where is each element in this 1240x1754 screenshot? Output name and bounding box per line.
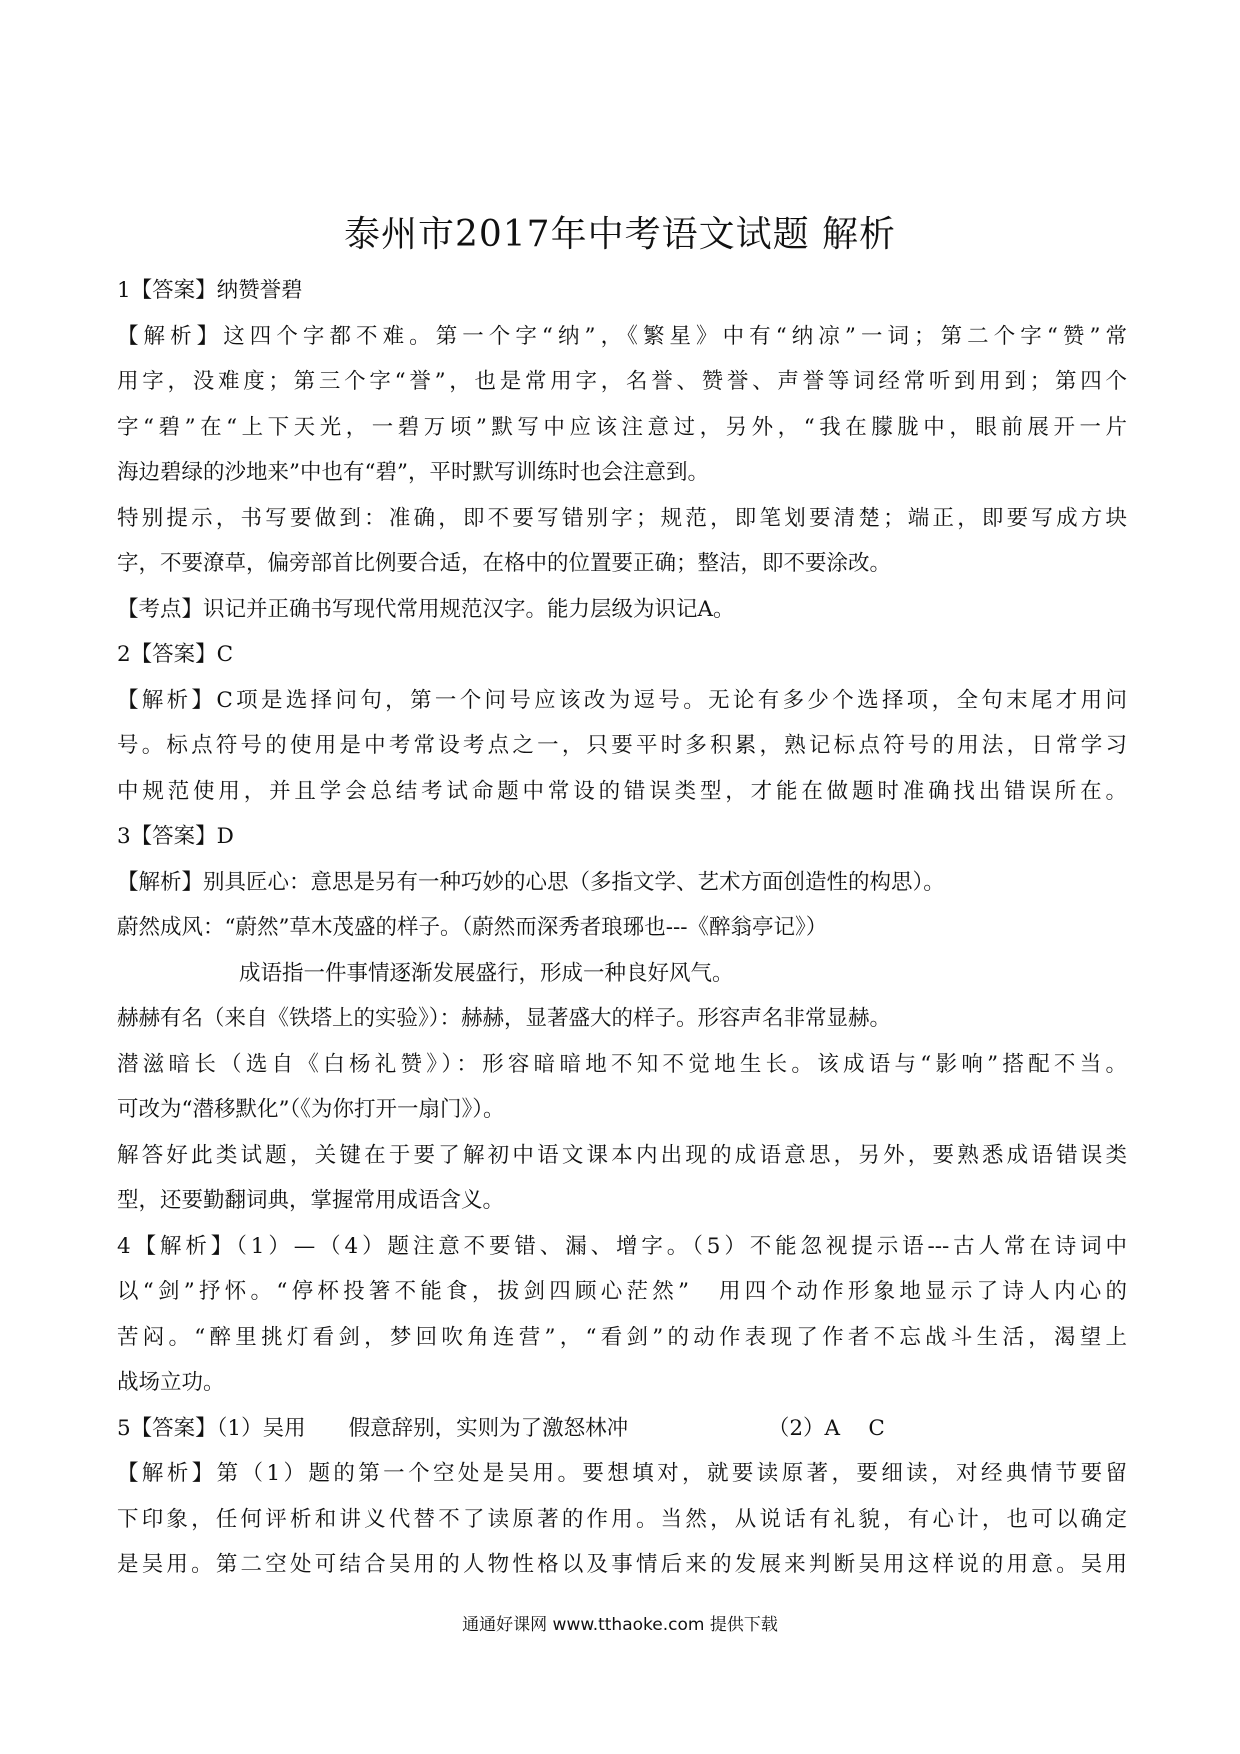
text-line: 是吴用。第二空处可结合吴用的人物性格以及事情后来的发展来判断吴用这样说的用意。吴用 bbox=[117, 1552, 1127, 1577]
text-line: 下印象，任何评析和讲义代替不了读原著的作用。当然，从说话有礼貌，有心计，也可以确定 bbox=[117, 1506, 1127, 1532]
text-line: 特别提示，书写要做到：准确，即不要写错别字；规范，即笔划要清楚；端正，即要写成方块 bbox=[117, 505, 1127, 531]
page-footer: 通通好课网 www.tthaoke.com 提供下载 bbox=[462, 1615, 778, 1635]
text-line: 成语指一件事情逐渐发展盛行，形成一种良好风气。 bbox=[239, 960, 734, 986]
document-body bbox=[117, 268, 1127, 1588]
text-line: 可改为“潜移默化”（《为你打开一扇门》）。 bbox=[117, 1097, 505, 1122]
text-line: 【解析】这四个字都不难。第一个字“纳”，《繁星》中有“纳凉”一词；第二个字“赞”常 bbox=[117, 323, 1127, 349]
text-line: 3【答案】D bbox=[117, 824, 234, 849]
text-line: 用字，没难度；第三个字“誉”，也是常用字，名誉、赞誉、声誉等词经常听到用到；第四个 bbox=[117, 369, 1127, 394]
text-line: 以“剑”抒怀。“停杯投箸不能食，拔剑四顾心茫然” 用四个动作形象地显示了诗人内心的 bbox=[117, 1279, 1127, 1304]
text-line: 字，不要潦草，偏旁部首比例要合适，在格中的位置要正确；整洁，即不要涂改。 bbox=[117, 551, 892, 576]
text-line: 解答好此类试题，关键在于要了解初中语文课本内出现的成语意思，另外，要熟悉成语错误类 bbox=[117, 1142, 1127, 1168]
text-line: 战场立功。 bbox=[117, 1370, 225, 1395]
text-line: 蔚然成风：“蔚然”草木茂盛的样子。（蔚然而深秀者琅琊也---《醉翁亭记》） bbox=[117, 915, 828, 940]
text-line: 号。标点符号的使用是中考常设考点之一，只要平时多积累，熟记标点符号的用法，日常学习 bbox=[117, 733, 1127, 758]
text-line: 2【答案】C bbox=[117, 642, 234, 667]
text-line: 【解析】别具匠心：意思是另有一种巧妙的心思（多指文学、艺术方面创造性的构思）。 bbox=[117, 869, 945, 895]
document-title: 泰州市2017年中考语文试题 解析 bbox=[343, 214, 897, 255]
text-line: 中规范使用，并且学会总结考试命题中常设的错误类型，才能在做题时准确找出错误所在。 bbox=[117, 778, 1127, 804]
text-line: 【解析】第（1）题的第一个空处是吴用。要想填对，就要读原著，要细读，对经典情节要留 bbox=[117, 1461, 1127, 1486]
text-line: 苦闷。“醉里挑灯看剑，梦回吹角连营”，“看剑”的动作表现了作者不忘战斗生活，渴望上 bbox=[117, 1324, 1127, 1350]
text-line: 海边碧绿的沙地来”中也有“碧”，平时默写训练时也会注意到。 bbox=[117, 460, 709, 485]
text-line: 潜滋暗长（选自《白杨礼赞》）：形容暗暗地不知不觉地生长。该成语与“影响”搭配不当。 bbox=[117, 1051, 1127, 1077]
text-line: 1【答案】纳赞誉碧 bbox=[117, 278, 303, 303]
text-line: 4【解析】（1）—（4）题注意不要错、漏、增字。（5）不能忽视提示语---古人常在诗词中 bbox=[117, 1233, 1127, 1259]
text-line: 5【答案】（1）吴用 假意辞别，实则为了激怒林冲 （2）A C bbox=[117, 1415, 885, 1441]
text-line: 字“碧”在“上下天光，一碧万顷”默写中应该注意过，另外，“我在朦胧中，眼前展开一片 bbox=[117, 414, 1127, 440]
text-line: 【解析】C项是选择问句，第一个问号应该改为逗号。无论有多少个选择项，全句末尾才用问 bbox=[117, 687, 1127, 713]
text-line: 赫赫有名（来自《铁塔上的实验》）：赫赫，显著盛大的样子。形容声名非常显赫。 bbox=[117, 1006, 892, 1031]
text-line: 型，还要勤翻词典，掌握常用成语含义。 bbox=[117, 1188, 505, 1213]
text-line: 【考点】识记并正确书写现代常用规范汉字。能力层级为识记A。 bbox=[117, 596, 735, 622]
